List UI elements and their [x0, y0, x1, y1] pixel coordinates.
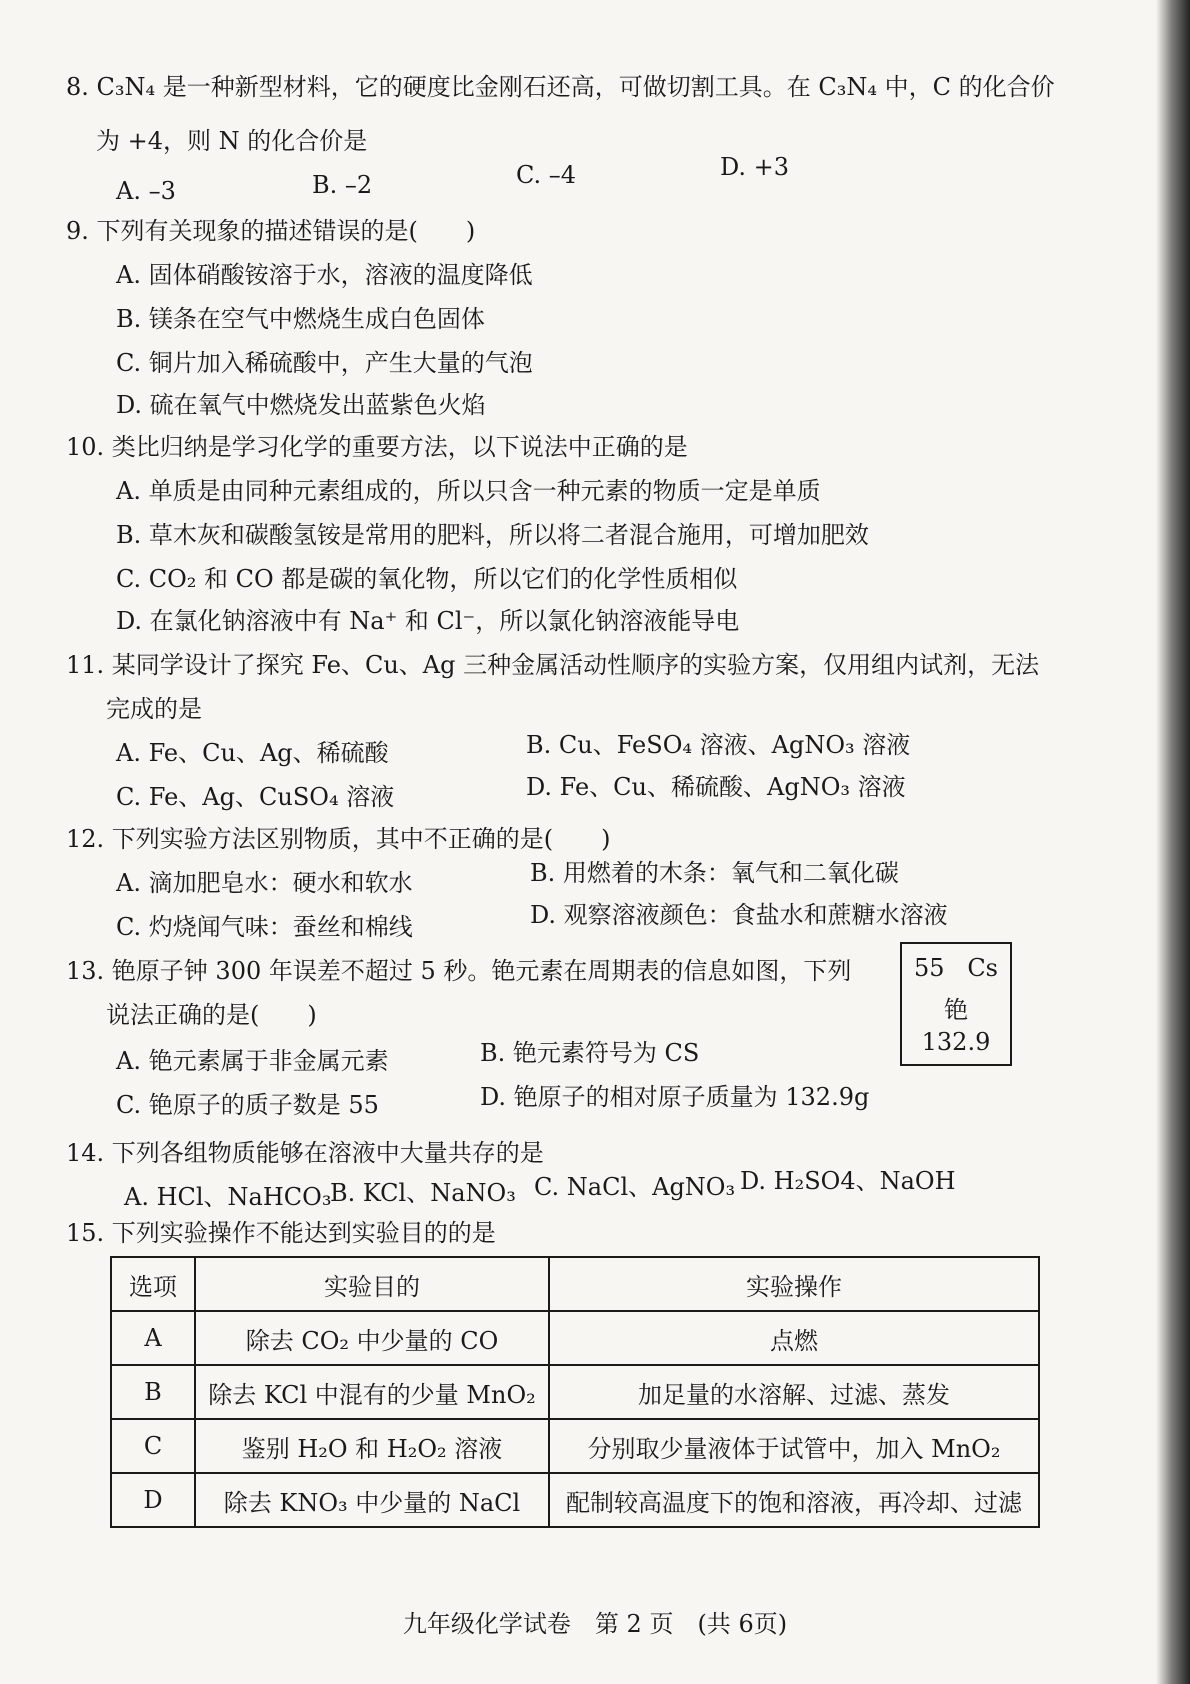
- question-11-option-a: A. Fe、Cu、Ag、稀硫酸: [116, 739, 389, 767]
- table-row: [111, 1365, 1039, 1419]
- table-cell-goal: 除去 KNO₃ 中少量的 NaCl: [195, 1473, 549, 1527]
- question-11-option-d: D. Fe、Cu、稀硫酸、AgNO₃ 溶液: [526, 773, 906, 801]
- table-cell-goal: 鉴别 H₂O 和 H₂O₂ 溶液: [195, 1419, 549, 1473]
- element-atomic-number: 55: [914, 954, 945, 982]
- question-15-stem: 15. 下列实验操作不能达到实验目的的是: [66, 1219, 496, 1247]
- question-10-option-c: C. CO₂ 和 CO 都是碳的氧化物，所以它们的化学性质相似: [116, 565, 738, 593]
- question-10-option-a: A. 单质是由同种元素组成的，所以只含一种元素的物质一定是单质: [116, 477, 821, 505]
- question-9-stem: 9. 下列有关现象的描述错误的是( ): [66, 217, 476, 245]
- table-row: [111, 1419, 1039, 1473]
- question-14-stem: 14. 下列各组物质能够在溶液中大量共存的是: [66, 1139, 544, 1167]
- table-cell-goal: 除去 KCl 中混有的少量 MnO₂: [195, 1365, 549, 1419]
- cesium-element-card: [900, 942, 1012, 1066]
- question-10-option-d: D. 在氯化钠溶液中有 Na⁺ 和 Cl⁻，所以氯化钠溶液能导电: [116, 607, 740, 635]
- question-9-option-a: A. 固体硝酸铵溶于水，溶液的温度降低: [116, 261, 533, 289]
- table-cell-option: D: [111, 1473, 195, 1527]
- table-header-goal: 实验目的: [195, 1257, 549, 1311]
- question-8-line2: 为 +4，则 N 的化合价是: [96, 127, 368, 155]
- question-13-line1: 13. 铯原子钟 300 年误差不超过 5 秒。铯元素在周期表的信息如图，下列: [66, 957, 852, 985]
- question-13-line2: 说法正确的是( ): [106, 1001, 317, 1029]
- table-row: [111, 1473, 1039, 1527]
- element-atomic-mass: 132.9: [921, 1028, 991, 1056]
- question-11-line2: 完成的是: [106, 695, 202, 723]
- question-12-option-d: D. 观察溶液颜色：食盐水和蔗糖水溶液: [530, 901, 948, 929]
- page-footer: 九年级化学试卷 第 2 页 (共 6页): [402, 1610, 788, 1638]
- element-symbol: Cs: [967, 954, 998, 982]
- table-cell-goal: 除去 CO₂ 中少量的 CO: [195, 1311, 549, 1365]
- question-8-option-b: B. –2: [312, 171, 373, 199]
- table-header-row: [111, 1257, 1039, 1311]
- question-13-option-a: A. 铯元素属于非金属元素: [116, 1047, 389, 1075]
- question-8-option-c: C. –4: [516, 161, 577, 189]
- table-cell-operation: 配制较高温度下的饱和溶液，再冷却、过滤: [549, 1473, 1039, 1527]
- question-13-option-b: B. 铯元素符号为 CS: [480, 1039, 700, 1067]
- question-10-option-b: B. 草木灰和碳酸氢铵是常用的肥料，所以将二者混合施用，可增加肥效: [116, 521, 869, 549]
- question-14-option-d: D. H₂SO4、NaOH: [740, 1167, 956, 1195]
- table-cell-option: A: [111, 1311, 195, 1365]
- table-header-option: 选项: [111, 1257, 195, 1311]
- table-cell-option: C: [111, 1419, 195, 1473]
- question-10-stem: 10. 类比归纳是学习化学的重要方法，以下说法中正确的是: [66, 433, 688, 461]
- table-cell-operation: 点燃: [549, 1311, 1039, 1365]
- element-name: 铯: [944, 996, 968, 1024]
- table-cell-operation: 加足量的水溶解、过滤、蒸发: [549, 1365, 1039, 1419]
- question-14-option-c: C. NaCl、AgNO₃: [534, 1173, 736, 1201]
- question-13-option-d: D. 铯原子的相对原子质量为 132.9g: [480, 1083, 870, 1111]
- table-row: [111, 1311, 1039, 1365]
- question-8-line1: 8. C₃N₄ 是一种新型材料，它的硬度比金刚石还高，可做切割工具。在 C₃N₄ 中，C 的化合价: [66, 73, 1055, 101]
- question-12-option-a: A. 滴加肥皂水：硬水和软水: [116, 869, 413, 897]
- question-14-option-b: B. KCl、NaNO₃: [330, 1179, 516, 1207]
- question-11-option-b: B. Cu、FeSO₄ 溶液、AgNO₃ 溶液: [526, 731, 911, 759]
- question-8-option-a: A. –3: [116, 177, 176, 205]
- scan-edge-shadow: [1156, 0, 1190, 1684]
- question-8-option-d: D. +3: [720, 153, 790, 181]
- question-12-option-b: B. 用燃着的木条：氧气和二氧化碳: [530, 859, 899, 887]
- question-12-option-c: C. 灼烧闻气味：蚕丝和棉线: [116, 913, 413, 941]
- question-13-option-c: C. 铯原子的质子数是 55: [116, 1091, 379, 1119]
- question-11-line1: 11. 某同学设计了探究 Fe、Cu、Ag 三种金属活动性顺序的实验方案，仅用组内试剂，无法: [66, 651, 1040, 679]
- question-12-stem: 12. 下列实验方法区别物质，其中不正确的是( ): [66, 825, 611, 853]
- question-9-option-d: D. 硫在氧气中燃烧发出蓝紫色火焰: [116, 391, 486, 419]
- table-header-operation: 实验操作: [549, 1257, 1039, 1311]
- question-11-option-c: C. Fe、Ag、CuSO₄ 溶液: [116, 783, 395, 811]
- table-cell-operation: 分别取少量液体于试管中，加入 MnO₂: [549, 1419, 1039, 1473]
- question-9-option-b: B. 镁条在空气中燃烧生成白色固体: [116, 305, 485, 333]
- table-cell-option: B: [111, 1365, 195, 1419]
- question-14-option-a: A. HCl、NaHCO₃: [124, 1183, 332, 1211]
- question-9-option-c: C. 铜片加入稀硫酸中，产生大量的气泡: [116, 349, 533, 377]
- question-15-table: [110, 1256, 1040, 1528]
